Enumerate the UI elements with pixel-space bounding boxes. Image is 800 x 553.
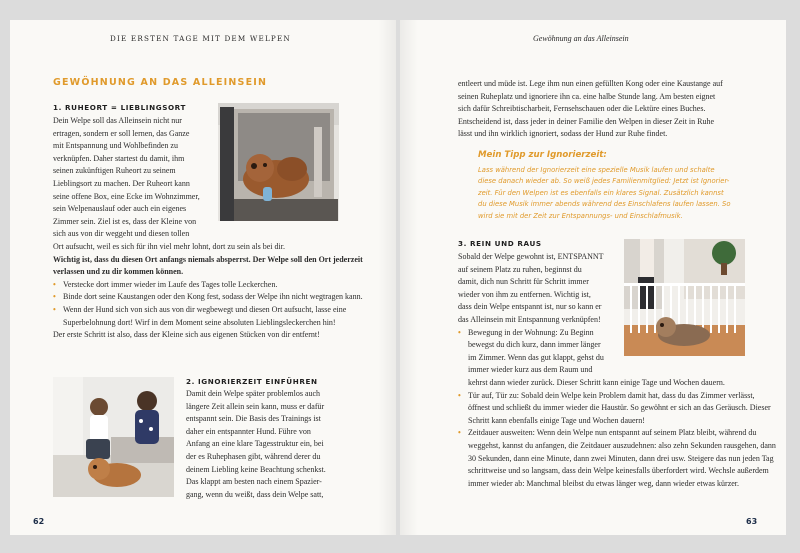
list-item: • Binde dort seine Kaustangen oder den Kong fest, sodass der Welpe ihn nicht wegtragen kann. <box>53 291 373 304</box>
list-item: • Verstecke dort immer wieder im Laufe des Tages tolle Leckerchen. <box>53 279 373 292</box>
section-heading-ruheort: 1. RUHEORT = LIEBLINGSORT <box>53 103 186 112</box>
text-line: der es Ruhephasen gibt, während derer du <box>186 451 321 461</box>
tip-line: du diese Musik immer abends während des Einschlafens laufen lassen. So <box>478 200 731 209</box>
text-line: • Bewegung in der Wohnung: Zu Beginn <box>468 327 594 337</box>
text-line: bewegst du dich kurz, dann immer länger <box>468 340 601 350</box>
section-heading-rein-und-raus: 3. REIN UND RAUS <box>458 239 542 248</box>
puppy-in-crate-photo <box>218 103 339 221</box>
dog-behind-gate-photo <box>624 239 745 356</box>
tip-line: wird sie mit der Zeit zur Entspannungs- und Einschlafmusik. <box>478 211 683 220</box>
section-heading-ignorierzeit: 2. IGNORIERZEIT EINFÜHREN <box>186 377 318 386</box>
text-line: sich dafür Schreibtischarbeit, Fernsehschauen oder die Lektüre eines Buches. <box>458 104 706 114</box>
text-line: sein Welpenauslauf oder auch ein eigenes <box>53 204 187 214</box>
list-item: • Wenn der Hund sich von sich aus von dir wegbewegt und diesen Ort aufsucht, lasse eine Superbelohnung dort! Wirf in dem Moment seine absoluten Lieblingsleckerchen hin! <box>53 304 373 329</box>
text-line: verknüpfen. Daher startest du damit, ihm <box>53 153 185 163</box>
tip-line: zeit. Für den Welpen ist es ebenfalls ein klares Signal. Zusätzlich kannst <box>478 188 724 197</box>
text-line: seine offene Box, eine Ecke im Wohnzimmer, <box>53 191 200 201</box>
tips-list <box>53 279 373 329</box>
tip-box <box>478 150 756 222</box>
left-page <box>10 20 396 535</box>
running-head: DIE ERSTEN TAGE MIT DEM WELPEN <box>110 34 291 43</box>
right-page <box>400 20 786 535</box>
text-line: seinen zukünftigen Ruheort zu seinem <box>53 166 176 176</box>
gutter-shadow <box>378 20 396 535</box>
text-line: dass dein Welpe entspannt ist, nur so kann er <box>458 302 602 312</box>
tip-body <box>478 165 756 222</box>
text-line: wieder von ihm zu entfernen. Wichtig ist, <box>458 289 591 299</box>
closing-sentence: Der erste Schritt ist also, dass der Kleine sich aus eigenen Stücken von dir entfernt! <box>53 330 320 340</box>
tip-line: diese danach wieder ab. So weiß jedes Familienmitglied: Jetzt ist Ignorier- <box>478 177 730 186</box>
text-line: entspannt sein. Die Basis des Trainings ist <box>186 414 321 424</box>
text-line: seinen Ruheplatz und ignoriere ihn ca. eine halbe Stunde lang. Am besten eignet <box>458 91 716 101</box>
text-line: kehrst dann wieder zurück. Dieser Schritt kann einige Tage und Wochen dauern. <box>468 377 725 387</box>
tip-line: Lass während der Ignorierzeit eine spezielle Musik laufen und schalte <box>478 166 715 174</box>
text-line: gang, wenn du weißt, dass dein Welpe satt, <box>186 489 324 499</box>
women-with-puppy-photo <box>53 377 174 497</box>
section-ignorierzeit-text <box>186 388 376 501</box>
text-line: Sobald der Welpe gewohnt ist, ENTSPANNT <box>458 252 604 261</box>
text-line: Anfang an eine klare Tagesstruktur ein, bei <box>186 439 324 449</box>
text-line: im Zimmer. Wenn das gut klappt, gehst du <box>468 352 604 362</box>
text-line: auf seinem Platz zu ruhen, beginnst du <box>458 264 582 274</box>
text-line: entleert und müde ist. Lege ihm nun einen gefüllten Kong oder eine Kaustange auf <box>458 79 723 88</box>
text-line: Damit dein Welpe später problemlos auch <box>186 389 321 398</box>
continuation-text <box>458 78 778 141</box>
text-line: längere Zeit allein sein kann, muss er dafür <box>186 401 325 411</box>
text-line: Zimmer sein. Ziel ist es, dass der Kleine von <box>53 216 197 226</box>
text-line: Das klappt am besten nach einem Spazier- <box>186 477 322 487</box>
chapter-title: GEWÖHNUNG AN DAS ALLEINSEIN <box>53 77 268 88</box>
text-line: sich aus von dir weggeht und diesen tollen <box>53 229 190 239</box>
page-number: 63 <box>746 517 758 526</box>
text-line: Lieblingsort zu machen. Der Ruheort kann <box>53 178 190 188</box>
text-line: das Alleinsein mit Entspannung verknüpfen! <box>458 314 601 324</box>
text-line: daher ein entspannter Hund. Führe von <box>186 426 311 436</box>
text-line: mit Entspannung und Wohlbefinden zu <box>53 141 178 151</box>
text-line: damit, dich nun Schritt für Schritt immer <box>458 277 589 287</box>
text-line: Entscheidend ist, dass jeder in deiner Familie den Welpen in dieser Zeit in Ruhe <box>458 116 715 126</box>
running-head: Gewöhnung an das Alleinsein <box>533 34 629 43</box>
tip-title: Mein Tipp zur Ignorierzeit: <box>478 150 607 160</box>
important-note: Wichtig ist, dass du diesen Ort anfangs niemals absperrst. Der Welpe soll den Ort jederzeit verlassen und zu dir kommen können. <box>53 254 363 277</box>
text-line: immer wieder kurz aus dem Raum und <box>468 365 593 375</box>
list-item: • Zeitdauer ausweiten: Wenn dein Welpe nun entspannt auf seinem Platz bleibt, während du weggehst, kannst du anfangen, die Zeitdauer auszudehnen: also zehn Sekunden rausgehen, dann 30 Sekunden, dann eine Minute, dann zwei Minuten, dann drei usw. Steigere das nun jeden Tag schrittweise und so langsam, dass dein Welpe keinesfalls überfordert wird. Wechsle außerdem immer wieder ab: Manchmal bleibst du etwas länger weg, dann wieder etwas kürzer. <box>458 427 778 490</box>
text-line: lässt und ihn wirklich ignoriert, sodass der Hund zur Ruhe findet. <box>458 129 668 139</box>
text-line: ertragen, sondern er soll lernen, das Ganze <box>53 128 190 138</box>
gutter-shadow <box>400 20 418 535</box>
page-number: 62 <box>33 517 45 526</box>
text-line: Ort aufsucht, weil es sich für ihn viel mehr lohnt, dort zu sein als bei dir. <box>53 241 285 251</box>
text-line: deinem Liebling keine Beachtung schenkst. <box>186 464 326 474</box>
text-line: Dein Welpe soll das Alleinsein nicht nur <box>53 116 182 125</box>
list-item: • Tür auf, Tür zu: Sobald dein Welpe kein Problem damit hat, dass du das Zimmer verlässt, öffnest und schließt du immer wieder die Haustür. So gewöhnt er sich an das Geräusch. Dieser Schritt kann ebenfalls einige Tage und Wochen dauern! <box>458 390 778 428</box>
